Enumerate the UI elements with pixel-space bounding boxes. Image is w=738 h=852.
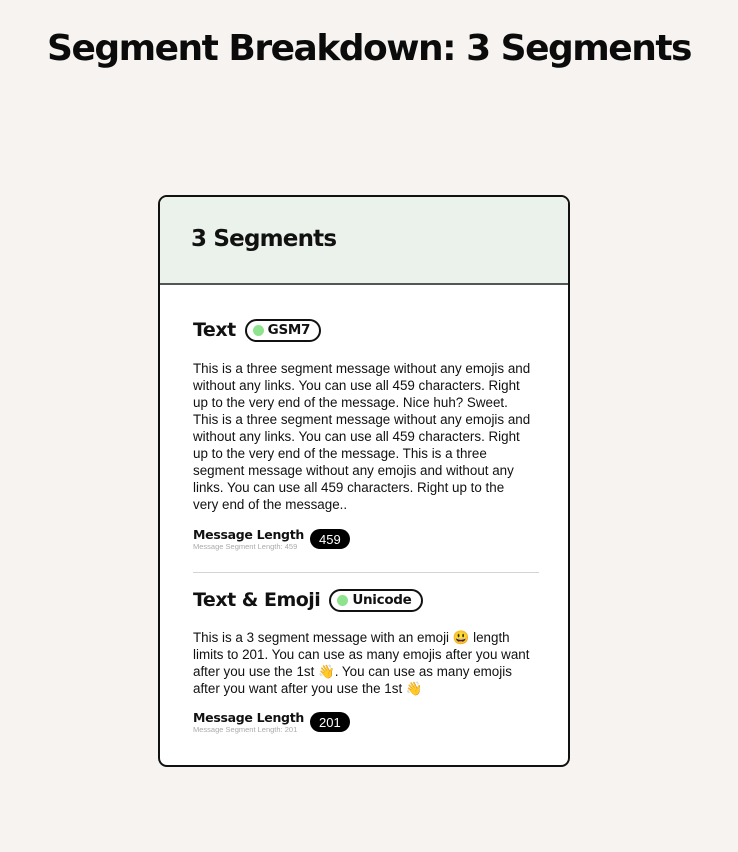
length-count-badge: 201: [310, 712, 350, 732]
message-length-labels: [193, 710, 310, 734]
message-length-label: Message Length: [193, 527, 304, 542]
message-length-labels: [193, 527, 310, 551]
status-dot-icon: [337, 595, 348, 606]
encoding-label: Unicode: [352, 592, 412, 608]
message-segment-length: Message Segment Length: 201: [193, 725, 298, 734]
card-header-title: 3 Segments: [191, 226, 337, 252]
message-length-label: Message Length: [193, 710, 304, 725]
message-body: This is a 3 segment message with an emoji 😃 length limits to 201. You can use as many emojis after you want after you use the 1st 👋. You can use as many emojis after you want after you use the 1st 👋: [193, 630, 530, 696]
message-body: This is a three segment message without any emojis and without any links. You can use all 459 characters. Right up to the very end of the message. Nice huh? Sweet. This is a three segment message without any emojis and without any links. You can use all 459 characters. Right up to the very end of the message. This is a three segment message without any emojis and without any links. You can use all 459 characters. Right up to the very end of the message..: [193, 361, 531, 512]
encoding-badge: [329, 589, 422, 612]
section-head: [193, 317, 539, 343]
section-head: [193, 587, 539, 613]
message-length-row: [193, 527, 539, 551]
text-section: [193, 317, 539, 551]
section-title: Text: [193, 319, 236, 341]
segment-card: [158, 195, 570, 767]
section-divider: [193, 572, 539, 573]
message-segment-length: Message Segment Length: 459: [193, 542, 298, 551]
text-emoji-section: [193, 587, 539, 734]
page-title: Segment Breakdown: 3 Segments: [47, 28, 691, 69]
encoding-badge: [245, 319, 321, 342]
card-header: [160, 197, 568, 285]
status-dot-icon: [253, 325, 264, 336]
message-length-row: [193, 710, 539, 734]
encoding-label: GSM7: [267, 322, 311, 338]
length-count-badge: 459: [310, 529, 350, 549]
section-title: Text & Emoji: [193, 589, 321, 611]
